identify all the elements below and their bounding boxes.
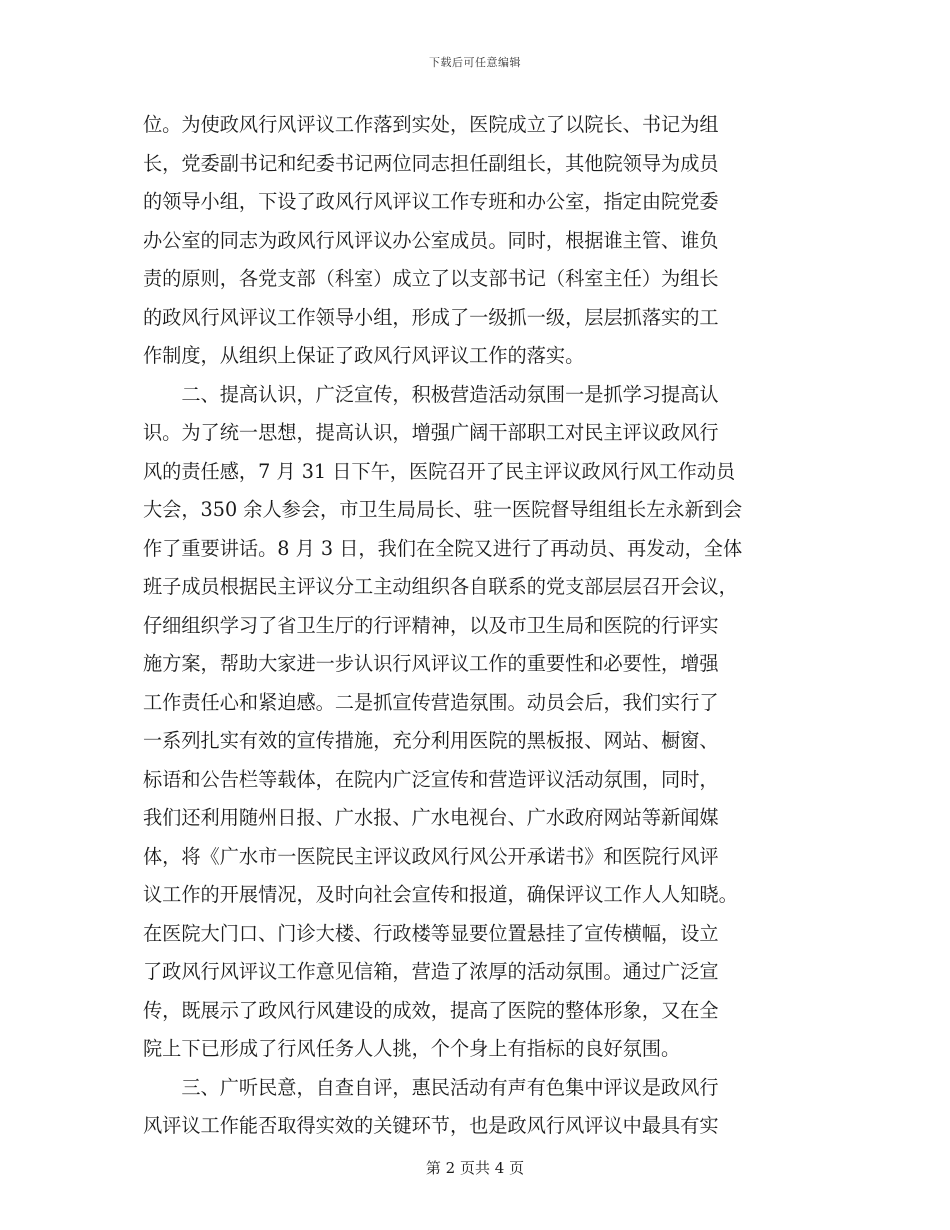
text-line: 仔细组织学习了省卫生厅的行评精神，以及市卫生局和医院的行评实 [143,613,719,637]
text-line: 的政风行风评议工作领导小组，形成了一级抓一级，层层抓落实的工 [143,305,719,329]
text-line: 体，将《广水市一医院民主评议政风行风公开承诺书》和医院行风评 [143,844,719,868]
page-number: 第 2 页共 4 页 [425,1159,525,1177]
text-line: 风的责任感，7 月 31 日下午，医院召开了民主评议政风行风工作动员 [143,459,736,483]
text-line: 识。为了统一思想，提高认识，增强广阔干部职工对民主评议政风行 [143,421,719,444]
text-line: 一系列扎实有效的宣传措施，充分利用医院的黑板报、网站、橱窗、 [143,729,719,752]
text-line: 的领导小组，下设了政风行风评议工作专班和办公室，指定由院党委 [143,190,719,213]
text-line: 我们还利用随州日报、广水报、广水电视台、广水政府网站等新闻媒 [143,806,719,829]
text-line: 标语和公告栏等载体，在院内广泛宣传和营造评议活动氛围，同时， [143,767,719,791]
text-line: 在医院大门口、门诊大楼、行政楼等显要位置悬挂了宣传横幅，设立 [143,921,719,945]
text-line: 三、广听民意，自查自评，惠民活动有声有色集中评议是政风行 [143,1075,719,1099]
text-line: 责的原则，各党支部（科室）成立了以支部书记（科室主任）为组长 [143,267,719,290]
page-header-note: 下载后可任意编辑 [429,56,521,69]
text-line: 作制度，从组织上保证了政风行风评议工作的落实。 [143,344,585,367]
document-body [143,106,811,1146]
text-line: 长，党委副书记和纪委书记两位同志担任副组长，其他院领导为成员 [143,151,719,175]
text-line: 议工作的开展情况，及时向社会宣传和报道，确保评议工作人人知晓。 [143,883,738,906]
text-line: 风评议工作能否取得实效的关键环节，也是政风行风评议中最具有实 [143,1114,719,1137]
text-line: 二、提高认识，广泛宣传，积极营造活动氛围一是抓学习提高认 [143,382,719,406]
text-line: 办公室的同志为政风行风评议办公室成员。同时，根据谁主管、谁负 [143,228,719,252]
text-line: 院上下已形成了行风任务人人挑，个个身上有指标的良好氛围。 [143,1037,681,1060]
text-line: 位。为使政风行风评议工作落到实处，医院成立了以院长、书记为组 [143,113,719,136]
text-line: 作了重要讲话。8 月 3 日，我们在全院又进行了再动员、再发动，全体 [143,536,743,560]
text-line: 班子成员根据民主评议分工主动组织各自联系的党支部层层召开会议， [143,575,738,598]
text-line: 工作责任心和紧迫感。二是抓宣传营造氛围。动员会后，我们实行了 [143,690,719,714]
text-line: 传，既展示了政风行风建设的成效，提高了医院的整体形象，又在全 [143,998,719,1022]
text-line: 了政风行风评议工作意见信箱，营造了浓厚的活动氛围。通过广泛宣 [143,960,719,983]
text-line: 大会，350 余人参会，市卫生局局长、驻一医院督导组组长左永新到会 [143,498,743,521]
text-line: 施方案，帮助大家进一步认识行风评议工作的重要性和必要性，增强 [143,652,719,675]
